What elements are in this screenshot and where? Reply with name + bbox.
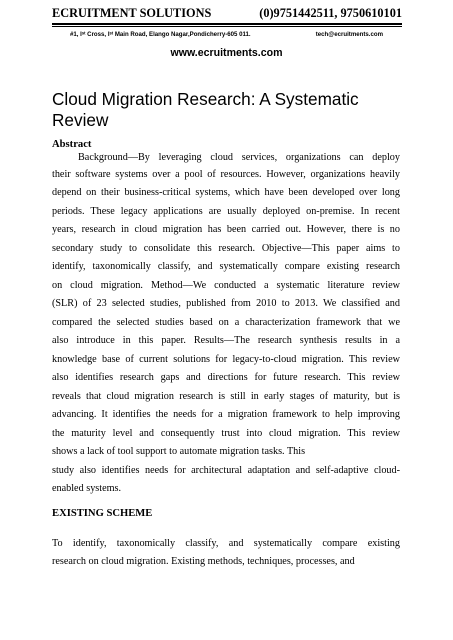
abstract-line: secondary study to consolidate this research. Objective—This paper aims to [52, 243, 400, 254]
contact-line [70, 29, 388, 41]
abstract-line: (SLR) of 23 selected studies, published from 2010 to 2013. We classified and [52, 298, 400, 309]
abstract-line: their software systems over a pool of resources. However, organizations heavily [52, 169, 400, 180]
abstract-line: years, research in cloud migration has been carried out. However, there is no [52, 224, 400, 235]
existing-scheme-line: research on cloud migration. Existing methods, techniques, processes, and [52, 556, 355, 567]
company-address: #1, Iˢᵗ Cross, Iˢᵗ Main Road, Elango Nagar,Pondicherry-605 011. [70, 31, 251, 38]
abstract-line: knowledge base of current solutions for legacy-to-cloud migration. This review [52, 354, 400, 365]
abstract-line: reveals that cloud migration research is still in early stages of maturity, but is [52, 391, 400, 402]
abstract-line: identify, taxonomically classify, and systematically compare existing research [52, 261, 400, 272]
abstract-line: also introduce in this paper. Results—The research synthesis results in a [52, 335, 400, 346]
existing-scheme-heading: EXISTING SCHEME [52, 508, 153, 519]
abstract-line: study also identifies needs for architectural adaptation and self-adaptive cloud- [52, 465, 400, 476]
abstract-line: enabled systems. [52, 483, 122, 494]
existing-scheme-line: To identify, taxonomically classify, and systematically compare existing [52, 538, 400, 549]
title-line: Cloud Migration Research: A Systematic [52, 89, 359, 109]
abstract-line: on cloud migration. Method—We conducted a systematic literature review [52, 280, 400, 291]
title-line: Review [52, 109, 109, 130]
abstract-line: Background—By leveraging cloud services, organizations can deploy [78, 152, 400, 163]
abstract-line: periods. These legacy applications are usually deployed on-premise. In recent [52, 206, 400, 217]
abstract-line: advancing. It identifies the needs for a migration framework to help improving [52, 409, 400, 420]
header-rule-thin [52, 26, 402, 27]
company-website: www.ecruitments.com [170, 47, 283, 59]
abstract-line: compared the selected studies based on a characterization framework that we [52, 317, 400, 328]
abstract-heading: Abstract [52, 139, 92, 150]
letterhead-header [52, 6, 402, 22]
header-rule-thick [52, 23, 402, 25]
document-title [52, 89, 412, 130]
abstract-line: depend on their business-critical systems, which have been developed over long [52, 187, 400, 198]
phone-numbers: (0)9751442511, 9750610101 [259, 6, 402, 20]
company-name: ECRUITMENT SOLUTIONS [52, 6, 212, 20]
abstract-line: the maturity level and consequently trust into cloud migration. This review [52, 428, 400, 439]
company-email: tech@ecruitments.com [315, 31, 383, 38]
abstract-line: also identifies research gaps and directions for future research. This review [52, 372, 400, 383]
abstract-line: shows a lack of tool support to automate migration tasks. This [52, 446, 306, 457]
